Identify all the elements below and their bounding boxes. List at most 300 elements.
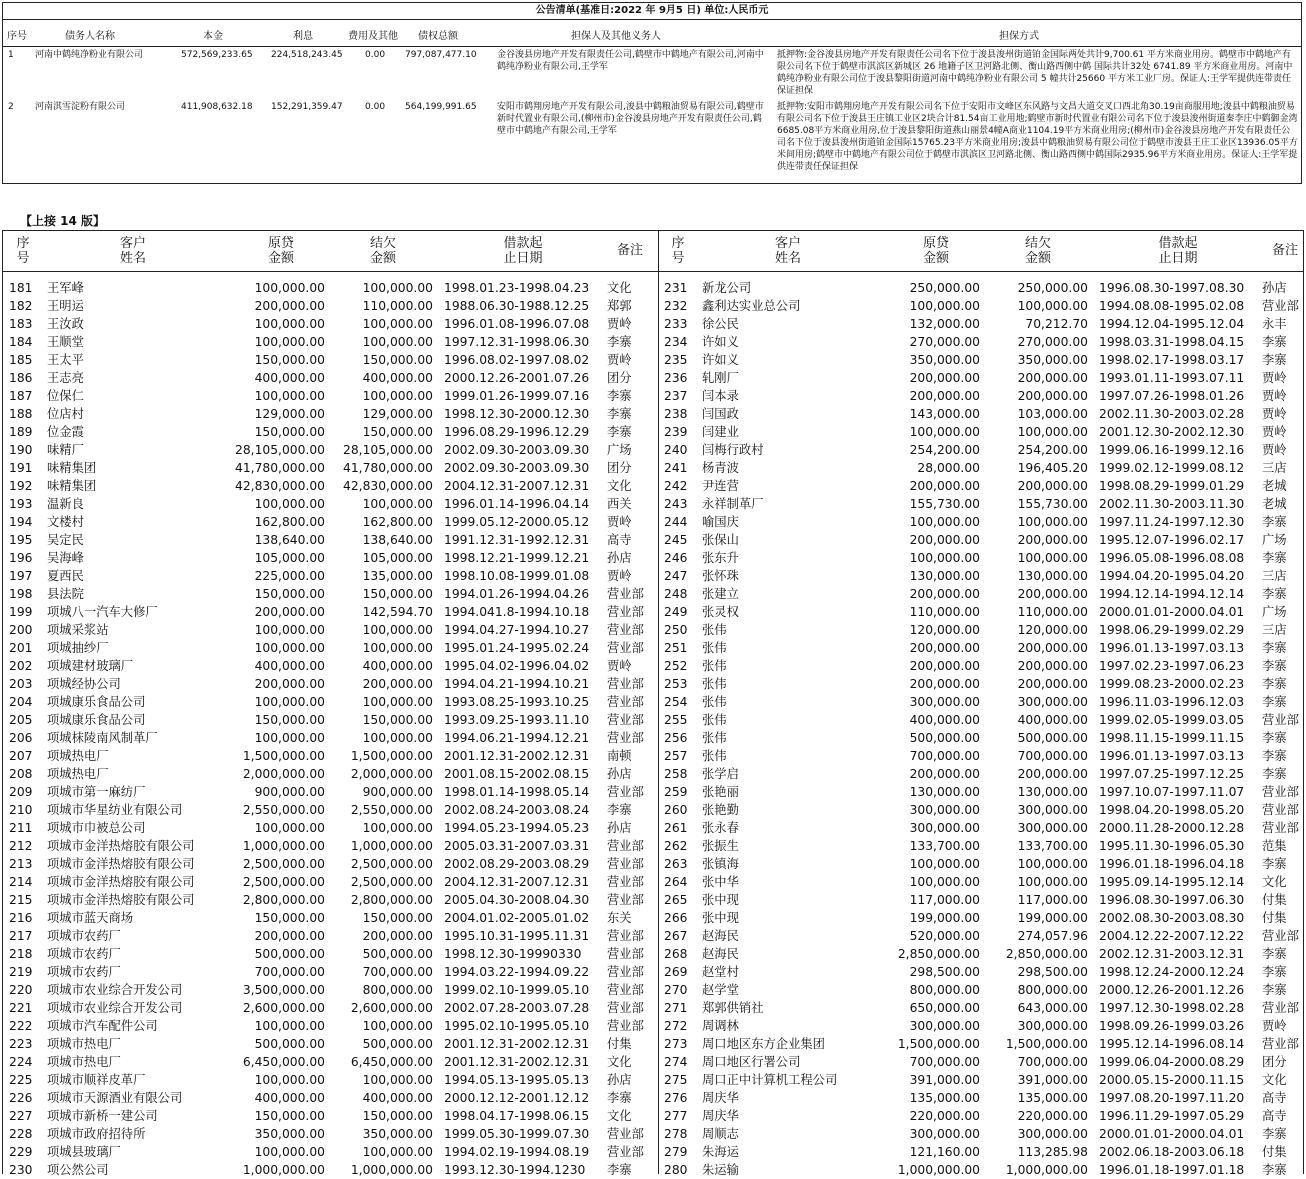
- cell-remark: 营业部: [607, 641, 644, 655]
- cell-owed: 100,000.00: [362, 695, 433, 709]
- table-row: [658, 693, 1306, 711]
- cell-name: 吴海峰: [47, 551, 84, 565]
- cell-term: 2001.12.30-2002.12.30: [1099, 425, 1245, 439]
- cell-remark: 贾岭: [607, 515, 632, 529]
- table-row: [658, 819, 1306, 837]
- cell-owed: 200,000.00: [1017, 659, 1088, 673]
- cell-orig: 129,000.00: [254, 407, 325, 421]
- cell-term: 1997.08.20-1997.11.20: [1099, 1091, 1245, 1105]
- cell-owed: 100,000.00: [1017, 875, 1088, 889]
- cell-orig: 100,000.00: [254, 317, 325, 331]
- cell-owed: 196,405.20: [1017, 461, 1088, 475]
- table-row: [658, 999, 1306, 1017]
- cell-name: 闫本录: [702, 389, 739, 403]
- cell-owed: 500,000.00: [1017, 731, 1088, 745]
- cell-term: 1997.07.26-1998.01.26: [1099, 389, 1245, 403]
- cell-term: 2000.01.01-2000.04.01: [1099, 605, 1245, 619]
- cell-no: 219: [9, 965, 33, 979]
- cell-name: 项城市巾被总公司: [47, 821, 146, 835]
- cell-no: 193: [9, 497, 33, 511]
- cell-remark: 营业部: [1262, 299, 1299, 313]
- cell-no: 209: [9, 785, 33, 799]
- cell-name: 闫建业: [702, 425, 739, 439]
- cell-no: 237: [664, 389, 688, 403]
- cell-owed: 150,000.00: [362, 1109, 433, 1123]
- cell-no: 214: [9, 875, 33, 889]
- cell-remark: 老城: [1262, 497, 1287, 511]
- header-debtor: 债务人名称: [65, 31, 115, 42]
- cell-remark: 营业部: [1262, 1037, 1299, 1051]
- cell-no: 210: [9, 803, 33, 817]
- cell-owed: 155,730.00: [1017, 497, 1088, 511]
- cell-owed: 300,000.00: [1017, 695, 1088, 709]
- table-row: [3, 1035, 653, 1053]
- cell-no: 192: [9, 479, 33, 493]
- table-row: [3, 1089, 653, 1107]
- table-row: [658, 477, 1306, 495]
- row-interest: 224,518,243.45: [271, 50, 343, 60]
- cell-owed: 100,000.00: [362, 1073, 433, 1087]
- cell-name: 味精厂: [47, 443, 84, 457]
- cell-orig: 1,000,000.00: [242, 839, 325, 853]
- cell-orig: 300,000.00: [909, 803, 980, 817]
- cell-no: 184: [9, 335, 33, 349]
- cell-owed: 400,000.00: [1017, 713, 1088, 727]
- table-row: [658, 927, 1306, 945]
- table-row: [658, 909, 1306, 927]
- cell-owed: 150,000.00: [362, 587, 433, 601]
- cell-name: 张艳丽: [702, 785, 739, 799]
- cell-no: 231: [664, 281, 688, 295]
- cell-no: 263: [664, 857, 688, 871]
- cell-no: 246: [664, 551, 688, 565]
- cell-term: 1997.11.24-1997.12.30: [1099, 515, 1245, 529]
- cell-term: 1993.01.11-1993.07.11: [1099, 371, 1245, 385]
- cell-orig: 400,000.00: [254, 1091, 325, 1105]
- cell-orig: 200,000.00: [254, 677, 325, 691]
- cell-name: 项城康乐食品公司: [47, 713, 146, 727]
- cell-name: 徐公民: [702, 317, 739, 331]
- cell-owed: 220,000.00: [1017, 1109, 1088, 1123]
- cell-orig: 2,600,000.00: [242, 1001, 325, 1015]
- table-row: [658, 279, 1306, 297]
- cell-remark: 营业部: [607, 695, 644, 709]
- cell-owed: 130,000.00: [1017, 785, 1088, 799]
- cell-owed: 100,000.00: [362, 731, 433, 745]
- cell-owed: 113,285.98: [1017, 1145, 1088, 1159]
- cell-remark: 营业部: [607, 731, 644, 745]
- loan-table-header: [3, 231, 1303, 272]
- cell-name: 项城市金洋热熔胶有限公司: [47, 875, 195, 889]
- cell-term: 2002.12.31-2003.12.31: [1099, 947, 1245, 961]
- cell-no: 216: [9, 911, 33, 925]
- cell-orig: 100,000.00: [909, 875, 980, 889]
- cell-owed: 200,000.00: [1017, 767, 1088, 781]
- cell-orig: 28,000.00: [917, 461, 980, 475]
- cell-no: 276: [664, 1091, 688, 1105]
- cell-remark: 李寨: [1262, 641, 1287, 655]
- cell-no: 203: [9, 677, 33, 691]
- cell-name: 张中华: [702, 875, 739, 889]
- cell-remark: 贾岭: [1262, 371, 1287, 385]
- table-row: [658, 423, 1306, 441]
- cell-term: 1996.08.29-1996.12.29: [444, 425, 590, 439]
- cell-term: 2004.12.31-2007.12.31: [444, 875, 590, 889]
- cell-owed: 643,000.00: [1017, 1001, 1088, 1015]
- cell-remark: 孙店: [607, 767, 632, 781]
- table-row: [3, 495, 653, 513]
- cell-orig: 2,500,000.00: [242, 875, 325, 889]
- table-row: [658, 1143, 1306, 1161]
- table-row: [658, 387, 1306, 405]
- cell-orig: 300,000.00: [909, 695, 980, 709]
- cell-name: 味精集团: [47, 479, 97, 493]
- cell-orig: 400,000.00: [254, 659, 325, 673]
- cell-term: 1994.03.22-1994.09.22: [444, 965, 590, 979]
- cell-remark: 贾岭: [1262, 407, 1287, 421]
- cell-term: 2001.12.31-2002.12.31: [444, 1055, 590, 1069]
- cell-name: 县法院: [47, 587, 84, 601]
- table-row: [658, 981, 1306, 999]
- table-row: [3, 693, 653, 711]
- cell-name: 张伟: [702, 749, 727, 763]
- cell-term: 2000.11.28-2000.12.28: [1099, 821, 1245, 835]
- cell-name: 张伟: [702, 677, 727, 691]
- cell-no: 254: [664, 695, 688, 709]
- cell-term: 1994.01.26-1994.04.26: [444, 587, 590, 601]
- table-row: [3, 1143, 653, 1161]
- cell-term: 1995.09.14-1995.12.14: [1099, 875, 1245, 889]
- cell-remark: 付集: [1262, 893, 1287, 907]
- cell-term: 1997.12.31-1998.06.30: [444, 335, 590, 349]
- cell-no: 215: [9, 893, 33, 907]
- cell-name: 许如义: [702, 335, 739, 349]
- cell-orig: 300,000.00: [909, 1127, 980, 1141]
- cell-owed: 300,000.00: [1017, 803, 1088, 817]
- cell-term: 1994.05.13-1995.05.13: [444, 1073, 590, 1087]
- cell-owed: 1,500,000.00: [1005, 1037, 1088, 1051]
- cell-no: 267: [664, 929, 688, 943]
- cell-orig: 350,000.00: [909, 353, 980, 367]
- cell-no: 274: [664, 1055, 688, 1069]
- cell-remark: 营业部: [607, 839, 644, 853]
- cell-name: 项城市汽车配件公司: [47, 1019, 158, 1033]
- cell-name: 项城市金洋热熔胶有限公司: [47, 857, 195, 871]
- cell-no: 226: [9, 1091, 33, 1105]
- cell-remark: 永丰: [1262, 317, 1287, 331]
- cell-term: 1995.01.24-1995.02.24: [444, 641, 590, 655]
- cell-orig: 1,500,000.00: [897, 1037, 980, 1051]
- cell-term: 1998.04.20-1998.05.20: [1099, 803, 1245, 817]
- cell-remark: 李寨: [1262, 551, 1287, 565]
- cell-term: 1998.12.30-2000.12.30: [444, 407, 590, 421]
- cell-no: 242: [664, 479, 688, 493]
- header-remark: 备注: [1271, 243, 1298, 258]
- cell-term: 1998.02.17-1998.03.17: [1099, 353, 1245, 367]
- cell-no: 217: [9, 929, 33, 943]
- table-row: [3, 783, 653, 801]
- cell-remark: 孙店: [1262, 281, 1287, 295]
- cell-no: 221: [9, 1001, 33, 1015]
- cell-no: 264: [664, 875, 688, 889]
- cell-owed: 100,000.00: [362, 1019, 433, 1033]
- cell-name: 文楼村: [47, 515, 84, 529]
- cell-name: 张永春: [702, 821, 739, 835]
- cell-owed: 800,000.00: [362, 983, 433, 997]
- cell-no: 239: [664, 425, 688, 439]
- cell-name: 味精集团: [47, 461, 97, 475]
- cell-owed: 298,500.00: [1017, 965, 1088, 979]
- table-row: [3, 1053, 653, 1071]
- header-term: 借款起 止日期: [1158, 236, 1198, 266]
- cell-term: 1996.08.30-1997.08.30: [1099, 281, 1245, 295]
- cell-remark: 李寨: [1262, 983, 1287, 997]
- cell-no: 235: [664, 353, 688, 367]
- cell-term: 1994.04.27-1994.10.27: [444, 623, 590, 637]
- cell-orig: 500,000.00: [909, 731, 980, 745]
- cell-name: 项城市热电厂: [47, 1037, 121, 1051]
- cell-owed: 150,000.00: [362, 353, 433, 367]
- table-row: [3, 909, 653, 927]
- cell-term: 1995.11.30-1996.05.30: [1099, 839, 1245, 853]
- table-row: [658, 297, 1306, 315]
- cell-remark: 高寺: [1262, 1109, 1287, 1123]
- cell-term: 1996.01.13-1997.03.13: [1099, 641, 1245, 655]
- cell-owed: 2,000,000.00: [350, 767, 433, 781]
- cell-term: 1994.06.21-1994.12.21: [444, 731, 590, 745]
- cell-name: 杨青波: [702, 461, 739, 475]
- cell-term: 1996.01.13-1997.03.13: [1099, 749, 1245, 763]
- cell-name: 张东升: [702, 551, 739, 565]
- cell-name: 周庆华: [702, 1091, 739, 1105]
- cell-no: 206: [9, 731, 33, 745]
- cell-owed: 130,000.00: [1017, 569, 1088, 583]
- cell-term: 2002.09.30-2003.09.30: [444, 461, 590, 475]
- cell-no: 280: [664, 1163, 688, 1177]
- cell-term: 2002.09.30-2003.09.30: [444, 443, 590, 457]
- cell-orig: 100,000.00: [254, 821, 325, 835]
- cell-orig: 400,000.00: [909, 713, 980, 727]
- table-row: [658, 1071, 1306, 1089]
- cell-name: 王明运: [47, 299, 84, 313]
- cell-remark: 孙店: [607, 821, 632, 835]
- cell-name: 位金霞: [47, 425, 84, 439]
- cell-term: 1996.01.14-1996.04.14: [444, 497, 590, 511]
- cell-name: 张建立: [702, 587, 739, 601]
- table-row: [658, 873, 1306, 891]
- table-row: [3, 855, 653, 873]
- table-row: [658, 567, 1306, 585]
- table-row: [658, 855, 1306, 873]
- cell-term: 1999.02.10-1999.05.10: [444, 983, 590, 997]
- cell-term: 2004.12.22-2007.12.22: [1099, 929, 1245, 943]
- cell-owed: 2,550,000.00: [350, 803, 433, 817]
- cell-owed: 100,000.00: [1017, 425, 1088, 439]
- cell-remark: 三店: [1262, 569, 1287, 583]
- cell-no: 250: [664, 623, 688, 637]
- cell-owed: 350,000.00: [362, 1127, 433, 1141]
- cell-no: 257: [664, 749, 688, 763]
- cell-orig: 200,000.00: [909, 587, 980, 601]
- cell-no: 277: [664, 1109, 688, 1123]
- cell-remark: 营业部: [607, 1001, 644, 1015]
- cell-term: 2000.12.12-2001.12.12: [444, 1091, 590, 1105]
- cell-owed: 300,000.00: [1017, 1019, 1088, 1033]
- table-row: [3, 387, 653, 405]
- table-row: [3, 729, 653, 747]
- cell-no: 261: [664, 821, 688, 835]
- cell-owed: 6,450,000.00: [350, 1055, 433, 1069]
- cell-remark: 营业部: [1262, 929, 1299, 943]
- announcement-title: 公告清单(基准日:2022 年 9月5 日) 单位:人民币元: [3, 3, 1301, 20]
- cell-name: 项城市农业综合开发公司: [47, 1001, 183, 1015]
- cell-no: 248: [664, 587, 688, 601]
- cell-no: 185: [9, 353, 33, 367]
- cell-remark: 广场: [1262, 605, 1287, 619]
- cell-remark: 李寨: [607, 1091, 632, 1105]
- cell-orig: 100,000.00: [909, 515, 980, 529]
- cell-name: 王军峰: [47, 281, 84, 295]
- cell-owed: 2,800,000.00: [350, 893, 433, 907]
- cell-owed: 28,105,000.00: [343, 443, 433, 457]
- cell-no: 275: [664, 1073, 688, 1087]
- cell-no: 243: [664, 497, 688, 511]
- cell-remark: 三店: [1262, 623, 1287, 637]
- cell-name: 张中现: [702, 911, 739, 925]
- cell-name: 项城市农药厂: [47, 965, 121, 979]
- cell-name: 温新良: [47, 497, 84, 511]
- cell-no: 190: [9, 443, 33, 457]
- cell-owed: 400,000.00: [362, 1091, 433, 1105]
- table-row: [3, 423, 653, 441]
- cell-owed: 100,000.00: [362, 335, 433, 349]
- cell-owed: 135,000.00: [1017, 1091, 1088, 1105]
- cell-orig: 130,000.00: [909, 785, 980, 799]
- cell-orig: 391,000.00: [909, 1073, 980, 1087]
- cell-orig: 100,000.00: [254, 695, 325, 709]
- cell-owed: 300,000.00: [1017, 1127, 1088, 1141]
- cell-no: 188: [9, 407, 33, 421]
- cell-name: 项城市华星纺业有限公司: [47, 803, 183, 817]
- cell-orig: 28,105,000.00: [235, 443, 325, 457]
- table-row: [3, 963, 653, 981]
- header-owed: 结欠 金额: [1024, 236, 1051, 266]
- cell-term: 1998.01.14-1998.05.14: [444, 785, 590, 799]
- table-row: [3, 657, 653, 675]
- cell-orig: 2,800,000.00: [242, 893, 325, 907]
- cell-no: 240: [664, 443, 688, 457]
- cell-term: 2000.05.15-2000.11.15: [1099, 1073, 1245, 1087]
- cell-no: 255: [664, 713, 688, 727]
- cell-name: 郑郭供销社: [702, 1001, 764, 1015]
- cell-no: 189: [9, 425, 33, 439]
- cell-name: 周庆华: [702, 1109, 739, 1123]
- cell-orig: 100,000.00: [254, 389, 325, 403]
- table-row: [658, 765, 1306, 783]
- cell-orig: 200,000.00: [254, 299, 325, 313]
- header-name: 客户 姓名: [119, 236, 146, 266]
- cell-remark: 营业部: [607, 893, 644, 907]
- cell-no: 218: [9, 947, 33, 961]
- cell-no: 244: [664, 515, 688, 529]
- cell-owed: 100,000.00: [1017, 299, 1088, 313]
- cell-owed: 2,600,000.00: [350, 1001, 433, 1015]
- cell-remark: 孙店: [607, 1073, 632, 1087]
- table-row: [658, 657, 1306, 675]
- cell-owed: 200,000.00: [1017, 479, 1088, 493]
- cell-term: 1998.09.26-1999.03.26: [1099, 1019, 1245, 1033]
- announcement-header-row: [3, 20, 1301, 47]
- cell-remark: 文化: [1262, 1073, 1287, 1087]
- cell-term: 1996.11.03-1996.12.03: [1099, 695, 1245, 709]
- cell-name: 朱运输: [702, 1163, 739, 1177]
- cell-owed: 1,000,000.00: [350, 1163, 433, 1177]
- cell-term: 1994.02.19-1994.08.19: [444, 1145, 590, 1159]
- cell-orig: 350,000.00: [254, 1127, 325, 1141]
- cell-orig: 100,000.00: [254, 731, 325, 745]
- cell-name: 夏西民: [47, 569, 84, 583]
- cell-no: 223: [9, 1037, 33, 1051]
- cell-owed: 700,000.00: [362, 965, 433, 979]
- row-interest: 152,291,359.47: [271, 102, 343, 112]
- cell-name: 周调林: [702, 1019, 739, 1033]
- cell-term: 1995.12.14-1996.08.14: [1099, 1037, 1245, 1051]
- cell-owed: 200,000.00: [362, 929, 433, 943]
- cell-orig: 150,000.00: [254, 353, 325, 367]
- cell-remark: 贾岭: [1262, 389, 1287, 403]
- table-row: [658, 441, 1306, 459]
- continued-note: 【上接 14 版】: [20, 214, 106, 228]
- cell-owed: 100,000.00: [362, 623, 433, 637]
- cell-owed: 105,000.00: [362, 551, 433, 565]
- cell-remark: 李寨: [1262, 695, 1287, 709]
- cell-remark: 老城: [1262, 479, 1287, 493]
- table-row: [3, 567, 653, 585]
- table-row: [658, 549, 1306, 567]
- cell-no: 262: [664, 839, 688, 853]
- cell-orig: 300,000.00: [909, 1019, 980, 1033]
- cell-remark: 文化: [607, 479, 632, 493]
- header-guarantors: 担保人及其他义务人: [571, 31, 661, 42]
- cell-name: 王汝政: [47, 317, 84, 331]
- cell-term: 2000.01.01-2000.04.01: [1099, 1127, 1245, 1141]
- cell-name: 周口地区东方企业集团: [702, 1037, 825, 1051]
- cell-remark: 营业部: [1262, 713, 1299, 727]
- cell-owed: 133,700.00: [1017, 839, 1088, 853]
- cell-name: 张伟: [702, 695, 727, 709]
- cell-remark: 李寨: [607, 425, 632, 439]
- table-row: [3, 351, 653, 369]
- cell-term: 1994.08.08-1995.02.08: [1099, 299, 1245, 313]
- cell-owed: 400,000.00: [362, 659, 433, 673]
- header-owed: 结欠 金额: [369, 236, 396, 266]
- cell-name: 朱海运: [702, 1145, 739, 1159]
- header-fees: 费用及其他: [348, 31, 398, 42]
- cell-remark: 李寨: [1262, 353, 1287, 367]
- table-row: [3, 675, 653, 693]
- cell-no: 207: [9, 749, 33, 763]
- cell-no: 181: [9, 281, 33, 295]
- cell-orig: 1,000,000.00: [242, 1163, 325, 1177]
- cell-no: 256: [664, 731, 688, 745]
- cell-remark: 李寨: [607, 389, 632, 403]
- cell-name: 项城市热电厂: [47, 1055, 121, 1069]
- table-row: [3, 1107, 653, 1125]
- cell-remark: 李寨: [1262, 1127, 1287, 1141]
- cell-remark: 营业部: [607, 875, 644, 889]
- cell-owed: 200,000.00: [1017, 587, 1088, 601]
- table-row: [658, 315, 1306, 333]
